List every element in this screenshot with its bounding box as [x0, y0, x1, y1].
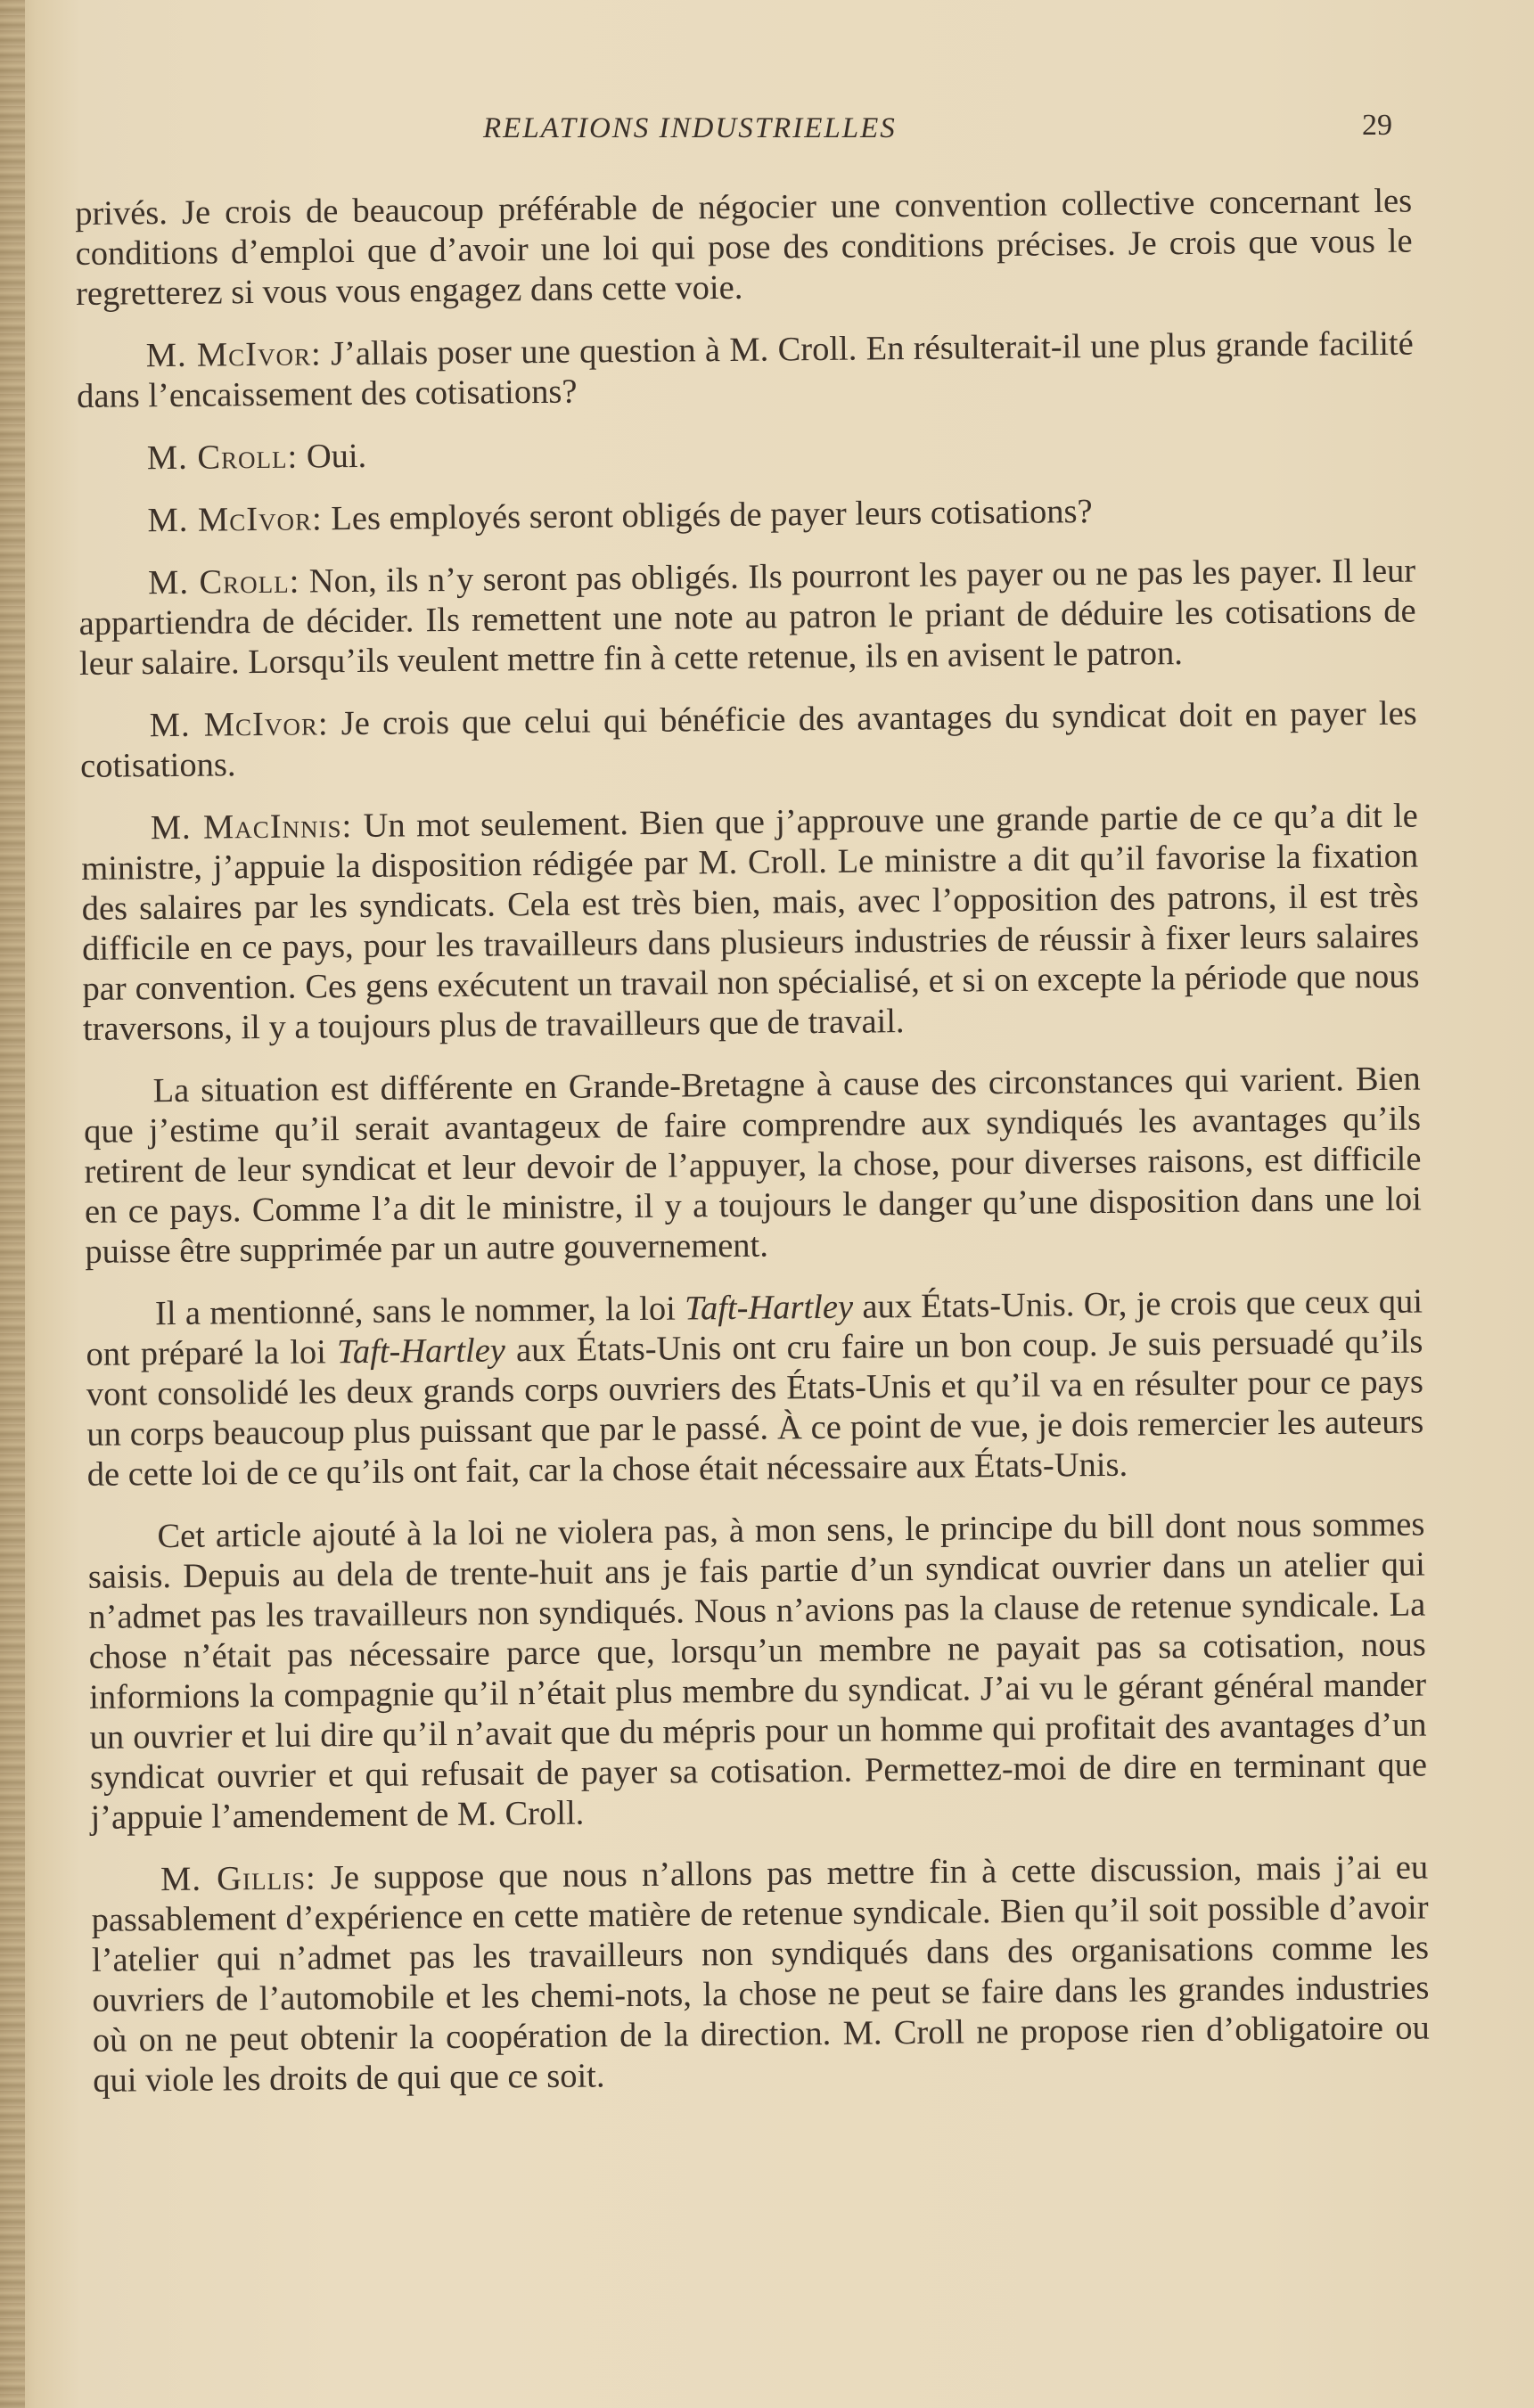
speaker-name: M. McIvor: — [147, 500, 323, 540]
paragraph-article-added — [87, 1505, 1427, 1839]
paragraph-text: privés. Je crois de beaucoup préférable de négocier une convention collective concernant les conditions d’emploi que d’avoir une loi qui pose des conditions précises. Je crois que vous le regretterez si vous vous engagez dans cette voie. — [75, 182, 1413, 313]
page-number: 29 — [1362, 109, 1392, 142]
paragraph-great-britain — [83, 1060, 1422, 1273]
running-title: RELATIONS INDUSTRIELLES — [483, 112, 897, 144]
paragraph-macinnis — [81, 797, 1421, 1050]
law-name: Taft-Hartley — [684, 1288, 854, 1328]
speaker-name: M. Croll: — [147, 562, 300, 602]
paragraph-croll-explanation — [78, 552, 1416, 684]
page-binding-edge — [0, 0, 25, 2408]
speaker-name: M. MacInnis: — [150, 807, 353, 848]
speaker-name: M. McIvor: — [145, 335, 322, 375]
paragraph-continuation — [75, 182, 1413, 315]
speaker-name: M. Croll: — [146, 438, 299, 478]
paragraph-text-part: Il a mentionné, sans le nommer, la loi — [154, 1290, 685, 1333]
paragraph-gillis — [91, 1848, 1431, 2101]
paragraph-croll-answer — [78, 427, 1415, 479]
paragraph-taft-hartley — [86, 1282, 1424, 1495]
paragraph-mcivor-question — [77, 324, 1415, 417]
law-name: Taft-Hartley — [336, 1331, 506, 1372]
paragraph-text: Les employés seront obligés de payer leurs cotisations? — [331, 493, 1093, 538]
paragraph-text: La situation est différente en Grande-Bretagne à cause des circonstances qui varient. Bien que j’estime qu’il serait avantageux de faire comprendre aux syndiqués les avantages qu’ils retirent de leur syndicat et leur devoir de l’appuyer, la chose, pour diverses raisons, est difficile en ce pays. Comme l’a dit le ministre, il y a toujours le danger qu’une disposition dans une loi puisse être supprimée par un autre gouvernement. — [83, 1060, 1423, 1271]
paragraph-mcivor-followup — [78, 489, 1415, 542]
paragraph-text: Je crois que celui qui bénéficie des avantages du syndicat doit en payer les cotisations. — [79, 694, 1417, 785]
paragraph-text-part: aux États-Unis. Or, je crois que ceux qui ont préparé la loi — [86, 1282, 1423, 1373]
paragraph-text: Oui. — [306, 437, 367, 476]
paragraph-text-part: aux États-Unis ont cru faire un bon coup. Je suis persuadé qu’ils vont consolidé les deux grands corps ouvriers des États-Unis et qu’il va en résulter pour ce pays un corps beaucoup plus puissant que par le passé. À ce point de vue, je dois remercier les auteurs de cette loi de ce qu’ils ont fait, car la chose était nécessaire aux États-Unis. — [86, 1323, 1424, 1494]
paragraph-mcivor-opinion — [80, 694, 1418, 787]
paragraph-text: Non, ils n’y seront pas obligés. Ils pourront les payer ou ne pas les payer. Il leur appartiendra de décider. Ils remettent une note au patron le priant de déduire les cotisations de leur salaire. Lorsqu’ils veulent mettre fin à cette retenue, ils en avisent le patron. — [78, 552, 1416, 683]
speaker-name: M. McIvor: — [149, 705, 329, 745]
running-header — [0, 107, 1534, 152]
paragraph-text: Je suppose que nous n’allons pas mettre fin à cette discussion, mais j’ai eu passablement d’expérience en cette matière de retenue syndicale. Bien qu’il soit possible d’avoir l’atelier qui n’admet pas les travailleurs non syndiqués dans des organisations comme les ouvriers de l’automobile et les chemi-nots, la chose ne peut se faire dans les grandes industries où on ne peut obtenir la coopération de la direction. M. Croll ne propose rien d’obligatoire ou qui viole les droits de qui que ce soit. — [91, 1848, 1431, 2100]
paragraph-text: J’allais poser une question à M. Croll. En résulterait-il une plus grande facilité dans l’encaissement des cotisations? — [76, 324, 1414, 415]
body-text — [75, 182, 1431, 2124]
paragraph-text: Un mot seulement. Bien que j’approuve une grande partie de ce qu’a dit le ministre, j’appuie la disposition rédigée par M. Croll. Le ministre a dit qu’il favorise la fixation des salaires par les syndicats. Cela est très bien, mais, avec l’opposition des patrons, il est très difficile en ce pays, pour les travailleurs dans plusieurs industries de réussir à fixer leurs salaires par convention. Ces gens exécutent un travail non spécialisé, et si on excepte la période que nous traversons, il y a toujours plus de travailleurs que de travail. — [81, 797, 1420, 1048]
paragraph-text: Cet article ajouté à la loi ne violera pas, à mon sens, le principe du bill dont nous sommes saisis. Depuis au dela de trente-huit ans je fais partie d’un syndicat ouvrier dans un atelier qui n’admet pas les travailleurs non syndiqués. Nous n’avions pas la clause de retenue syndicale. La chose n’était pas nécessaire parce que, lorsqu’un membre ne payait pas sa cotisation, nous informions la compagnie qu’il n’était plus membre du syndicat. J’ai vu le gérant général mander un ouvrier et lui dire qu’il n’avait que du mépris pour un homme qui profitait des avantages d’un syndicat ouvrier et qui refusait de payer sa cotisation. Permettez-moi de dire en terminant que j’appuie l’amendement de M. Croll. — [87, 1505, 1428, 1837]
speaker-name: M. Gillis: — [160, 1859, 316, 1899]
